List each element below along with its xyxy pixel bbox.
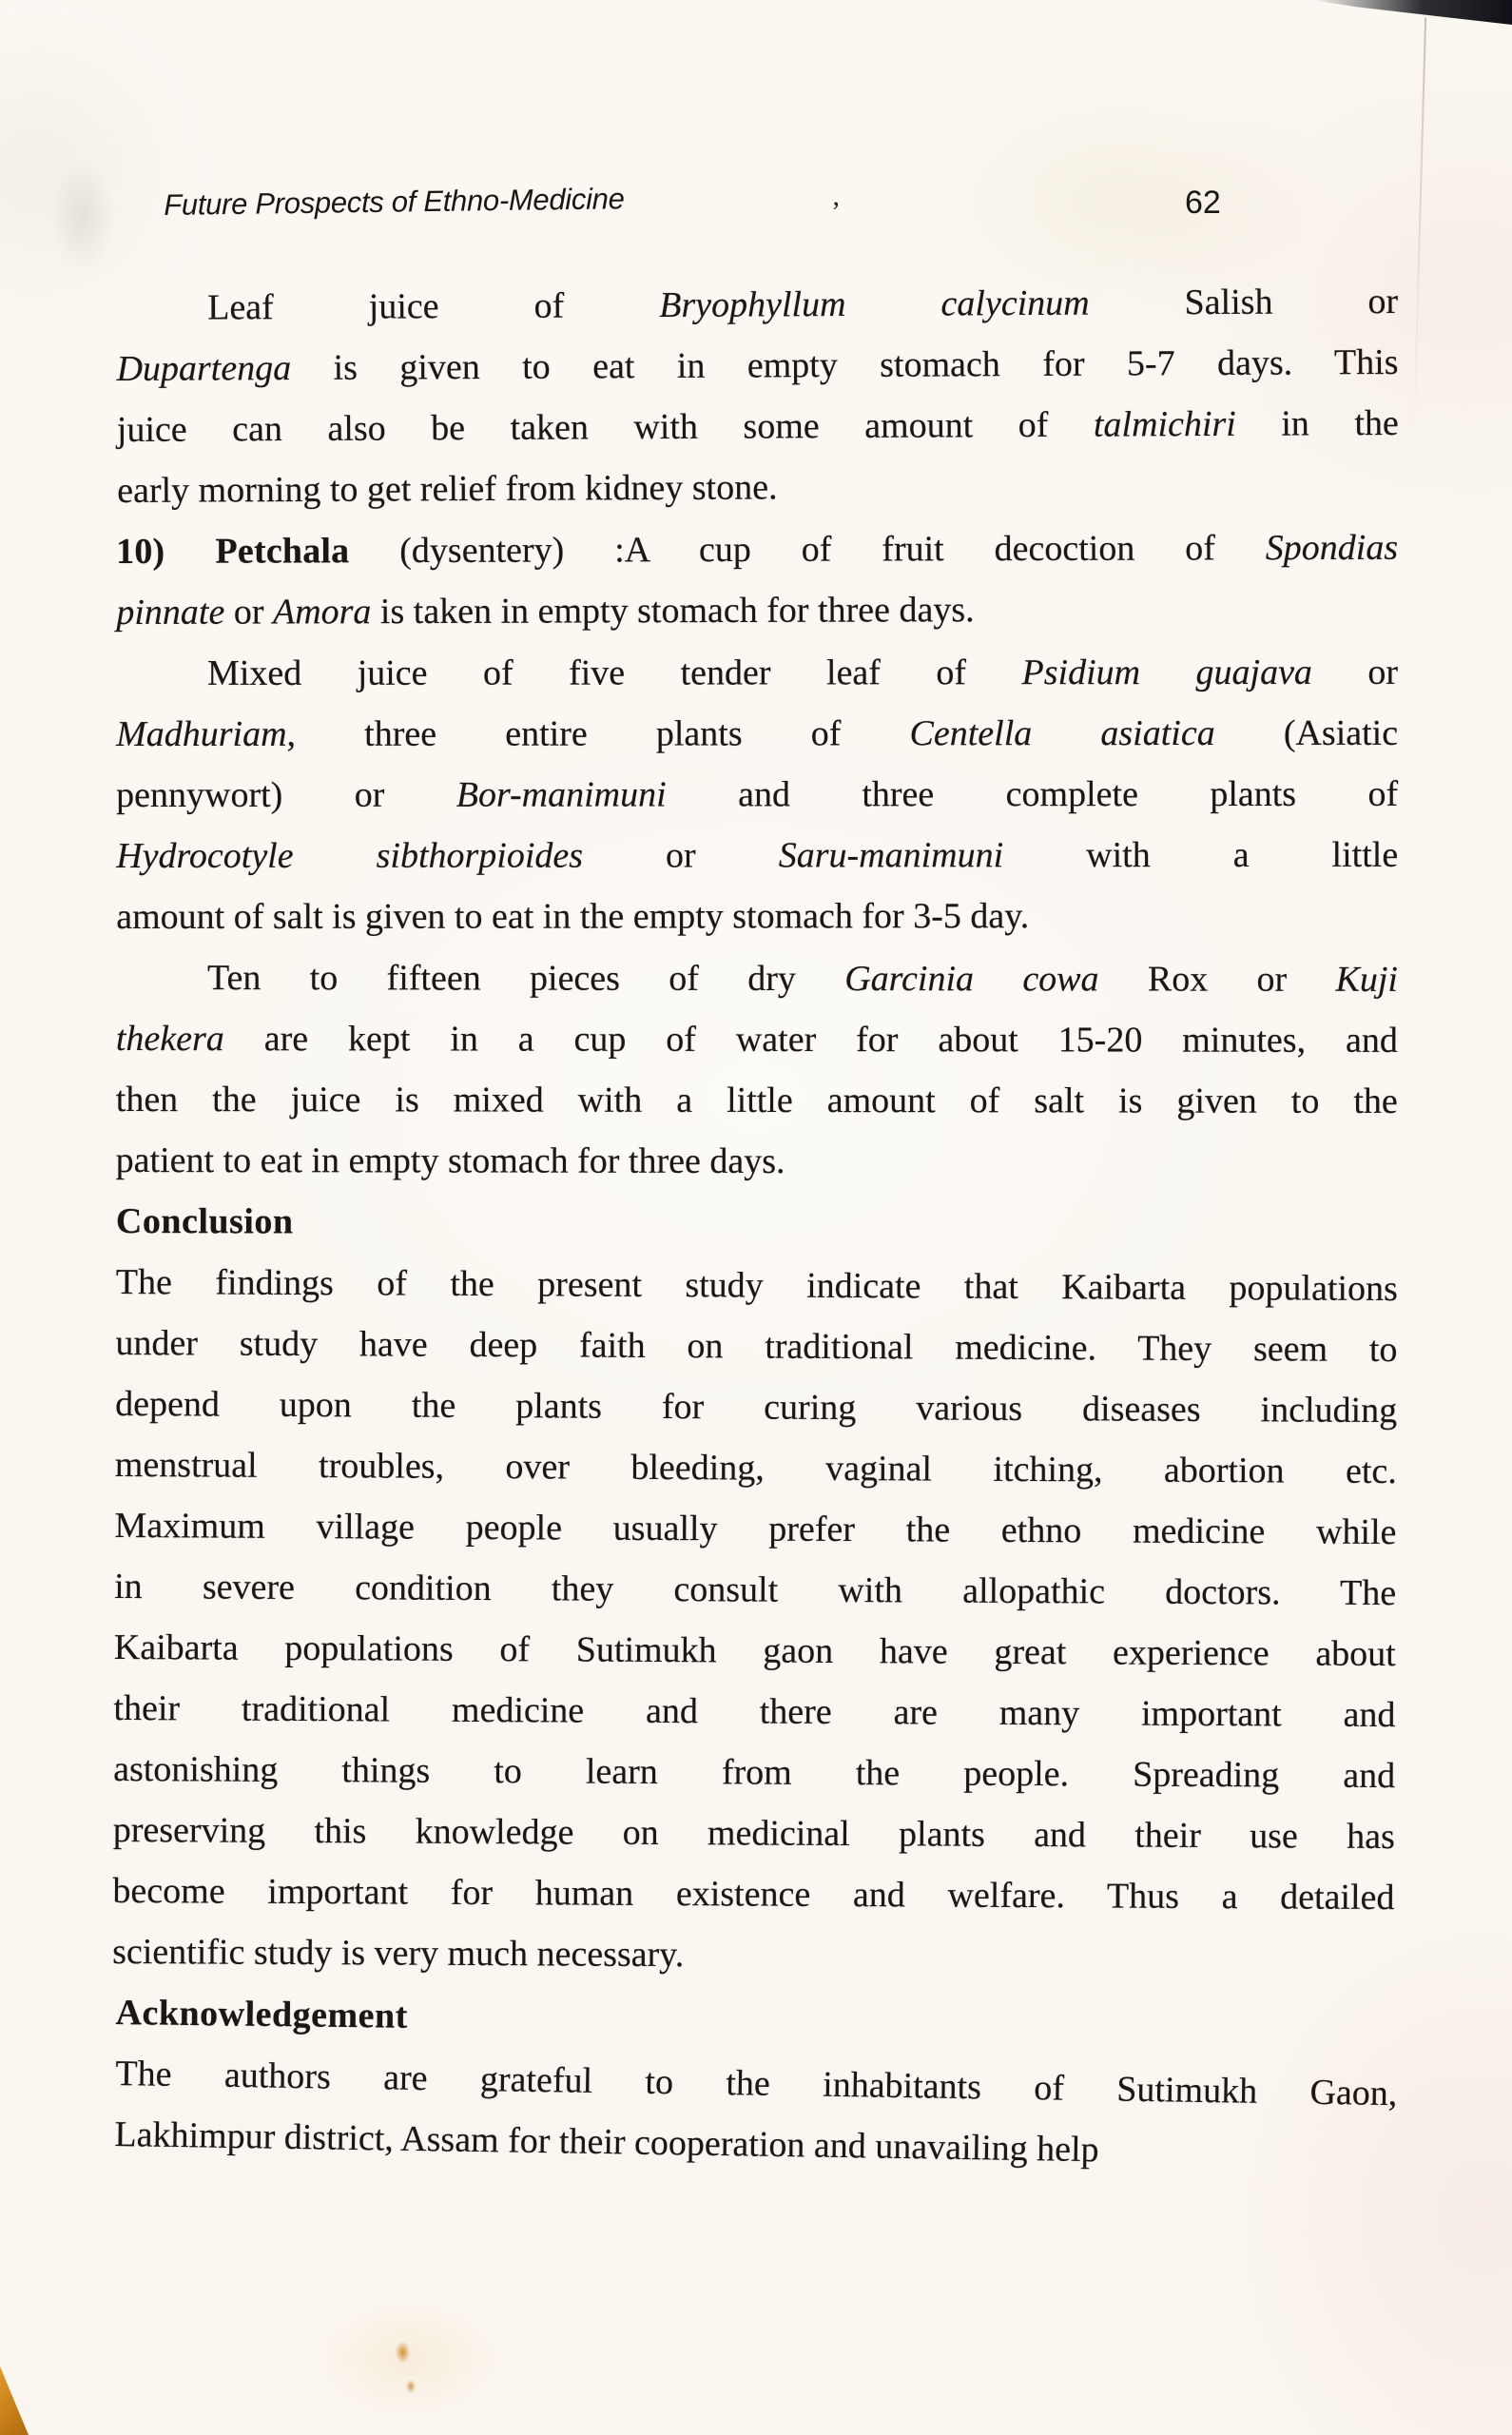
text-segment: in the [1235, 402, 1399, 444]
text-line [116, 1130, 1398, 1193]
text-segment: scientific study is very much necessary. [112, 1931, 685, 1976]
text-line [116, 1252, 1398, 1319]
text-line [115, 1313, 1397, 1380]
text-line [113, 1800, 1395, 1867]
bold-text-segment: Acknowledgement [115, 1992, 409, 2036]
text-segment: Kaibarta populations of Sutimukh gaon have great experience about [113, 1627, 1396, 1675]
italic-text-segment: Dupartenga [116, 348, 292, 389]
text-segment: The findings of the present study indicate that Kaibarta populations [115, 1261, 1398, 1310]
text-segment: Maximum village people usually prefer the ethno medicine while [114, 1505, 1397, 1553]
text-line [114, 1617, 1396, 1685]
italic-text-segment: Amora [272, 592, 372, 633]
text-segment: (dysentery) :A cup of fruit decoction of [349, 528, 1266, 572]
text-line [116, 271, 1398, 339]
ink-spot [396, 2342, 410, 2363]
paragraph [112, 1252, 1398, 1989]
text-segment: amount of salt is given to eat in the empty stomach for 3-5 day. [116, 896, 1030, 937]
italic-text-segment: Saru-manimuni [778, 835, 1004, 876]
text-segment: become important for human existence and welfare. Thus a detailed [112, 1870, 1395, 1919]
text-segment: (Asiatic [1214, 712, 1399, 753]
text-segment: depend upon the plants for curing various diseases including [115, 1383, 1398, 1432]
text-segment: , three entire plants of [286, 713, 910, 754]
text-segment: is taken in empty stomach for three days. [371, 590, 975, 633]
text-line [116, 1069, 1398, 1132]
text-segment: or [583, 835, 779, 876]
text-segment: and three complete plants of [666, 773, 1399, 815]
text-line [115, 1373, 1397, 1441]
text-segment: or [1311, 652, 1399, 692]
italic-text-segment: thekera [115, 1019, 224, 1060]
text-segment: menstrual troubles, over bleeding, vaginal itching, abortion etc. [114, 1444, 1397, 1492]
text-line [112, 1860, 1394, 1928]
text-line [116, 825, 1398, 886]
italic-text-segment: Bryophyllum calycinum [659, 282, 1090, 326]
italic-text-segment: Garcinia cowa [844, 959, 1099, 1000]
running-title: Future Prospects of Ethno-Medicine [164, 182, 625, 222]
italic-text-segment: Centella asiatica [909, 712, 1215, 754]
text-segment: under study have deep faith on traditional medicine. They seem to [115, 1322, 1398, 1371]
text-segment: The authors are grateful to the inhabitants of Sutimukh Gaon, [115, 2053, 1398, 2114]
text-segment: astonishing things to learn from the people. Spreading and [113, 1748, 1396, 1797]
ink-spot [406, 2380, 416, 2393]
text-segment: preserving this knowledge on medicinal plants and their use has [112, 1809, 1395, 1858]
page-content [112, 278, 1399, 2171]
italic-text-segment: Madhuriam [116, 713, 287, 754]
text-line [116, 1008, 1398, 1071]
bold-text-segment: 10) Petchala [116, 531, 350, 572]
text-line [116, 886, 1398, 947]
text-segment: Leaf juice of [207, 285, 660, 328]
text-line [116, 947, 1398, 1010]
italic-text-segment: Hydrocotyle sibthorpioides [116, 835, 584, 876]
scan-corner-shadow [1312, 0, 1512, 25]
text-line [116, 578, 1398, 643]
text-line [116, 332, 1398, 399]
text-line [116, 703, 1398, 765]
text-segment: are kept in a cup of water for about 15-20 minutes, and [223, 1019, 1398, 1061]
stray-ink-mark: ’ [831, 196, 841, 227]
page-number: 62 [1185, 185, 1221, 221]
paragraph [116, 271, 1399, 521]
text-segment: pennywort) or [116, 774, 456, 815]
paragraph [114, 2043, 1398, 2185]
text-segment: Ten to fifteen pieces of dry [206, 958, 845, 1000]
text-segment: Lakhimpur district, Assam for their cooperation and unavailing help [114, 2114, 1099, 2171]
bold-text-segment: Conclusion [115, 1201, 294, 1242]
paragraph [116, 642, 1398, 947]
text-line [116, 764, 1398, 826]
italic-text-segment: Psidium guajava [1021, 652, 1312, 693]
italic-text-segment: pinnate [116, 592, 225, 633]
text-segment: Rox or [1098, 959, 1336, 1000]
text-line [112, 1921, 1394, 1989]
italic-text-segment: Bor-manimuni [456, 774, 667, 815]
text-line [117, 393, 1399, 460]
text-segment: is given to eat in empty stomach for 5-7 days. This [291, 341, 1399, 389]
italic-text-segment: Kuji [1335, 959, 1398, 1000]
scan-edge-stain [0, 2367, 29, 2435]
text-line [117, 454, 1399, 521]
text-segment: Mixed juice of five tender leaf of [207, 653, 1022, 693]
text-segment: in severe condition they consult with allopathic doctors. The [114, 1566, 1397, 1614]
italic-text-segment: talmichiri [1093, 403, 1236, 445]
text-segment: early morning to get relief from kidney stone. [117, 467, 778, 511]
text-line [113, 1739, 1395, 1806]
text-line [114, 1495, 1396, 1563]
text-segment: juice can also be taken with some amount of [116, 404, 1095, 450]
text-segment: then the juice is mixed with a little amount of salt is given to the [115, 1079, 1398, 1121]
italic-text-segment: Spondias [1265, 527, 1399, 569]
text-segment: with a little [1003, 834, 1399, 876]
paragraph [116, 947, 1398, 1193]
text-segment: patient to eat in empty stomach for three days. [115, 1140, 785, 1181]
text-line [116, 517, 1398, 582]
text-segment: Salish or [1089, 281, 1399, 323]
text-segment: or [224, 592, 274, 633]
paper-smudge [49, 160, 116, 274]
text-line [116, 642, 1398, 704]
text-line [115, 1434, 1397, 1502]
text-segment: their traditional medicine and there are many important and [113, 1687, 1396, 1736]
section-heading [116, 1191, 1398, 1256]
paragraph [116, 517, 1398, 643]
page-crease-line [1413, 17, 1426, 436]
text-line [114, 1556, 1396, 1624]
text-line [113, 1678, 1395, 1745]
text-line [116, 1191, 1398, 1256]
